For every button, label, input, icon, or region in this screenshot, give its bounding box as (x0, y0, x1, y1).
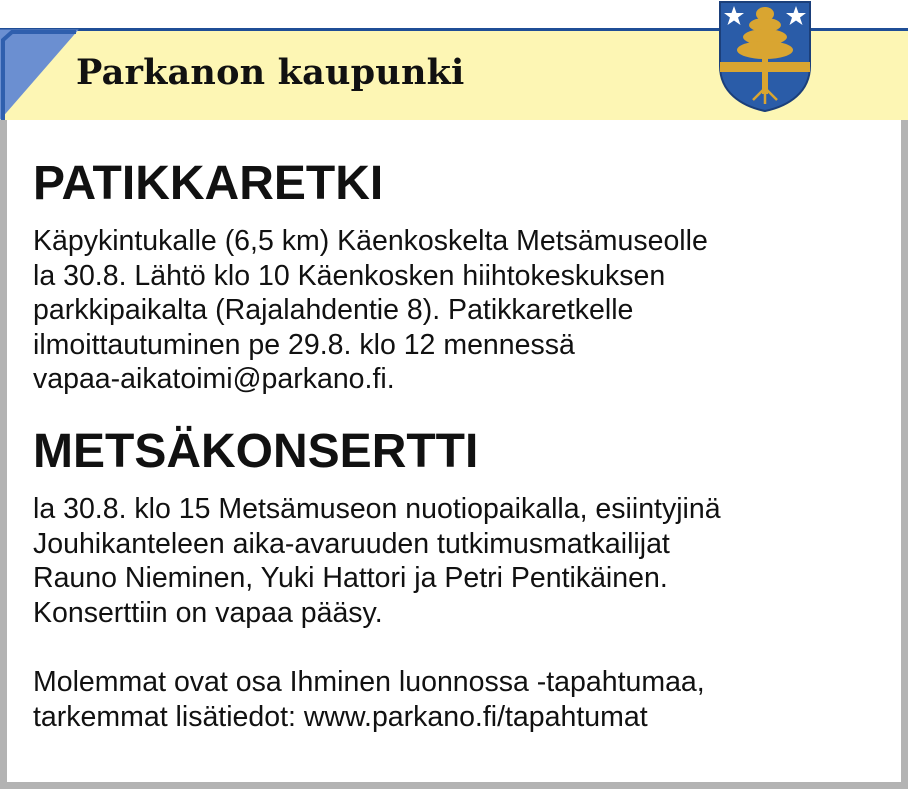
body-line: Molemmat ovat osa Ihminen luonnossa -tapahtumaa, (33, 666, 705, 698)
section-body-metsakonsertti (33, 492, 721, 630)
section-body-patikkaretki (33, 224, 708, 397)
body-line: Rauno Nieminen, Yuki Hattori ja Petri Pentikäinen. (33, 562, 668, 594)
body-line: Konserttiin on vapaa pääsy. (33, 596, 383, 629)
body-line: la 30.8. Lähtö klo 10 Käenkosken hiihtokeskuksen (33, 259, 666, 292)
website-line: tarkemmat lisätiedot: www.parkano.fi/tapahtumat (33, 700, 648, 733)
body-line: Käpykintukalle (6,5 km) Käenkoskelta Metsämuseolle (33, 225, 708, 257)
section-title-metsakonsertti: METSÄKONSERTTI (33, 425, 479, 478)
organization-name: Parkanon kaupunki (76, 52, 465, 93)
body-line: ilmoittautuminen pe 29.8. klo 12 mennessä (33, 328, 575, 361)
coat-of-arms-icon (717, 0, 813, 112)
section-title-patikkaretki: PATIKKARETKI (33, 157, 384, 210)
contact-email: vapaa-aikatoimi@parkano.fi. (33, 363, 395, 395)
body-line: parkkipaikalta (Rajalahdentie 8). Patikkaretkelle (33, 294, 634, 326)
body-line: la 30.8. klo 15 Metsämuseon nuotiopaikalla, esiintyjinä (33, 493, 721, 525)
corner-decoration (0, 28, 80, 120)
body-line: Jouhikanteleen aika-avaruuden tutkimusmatkailijat (33, 527, 670, 560)
footer-note (33, 665, 705, 734)
